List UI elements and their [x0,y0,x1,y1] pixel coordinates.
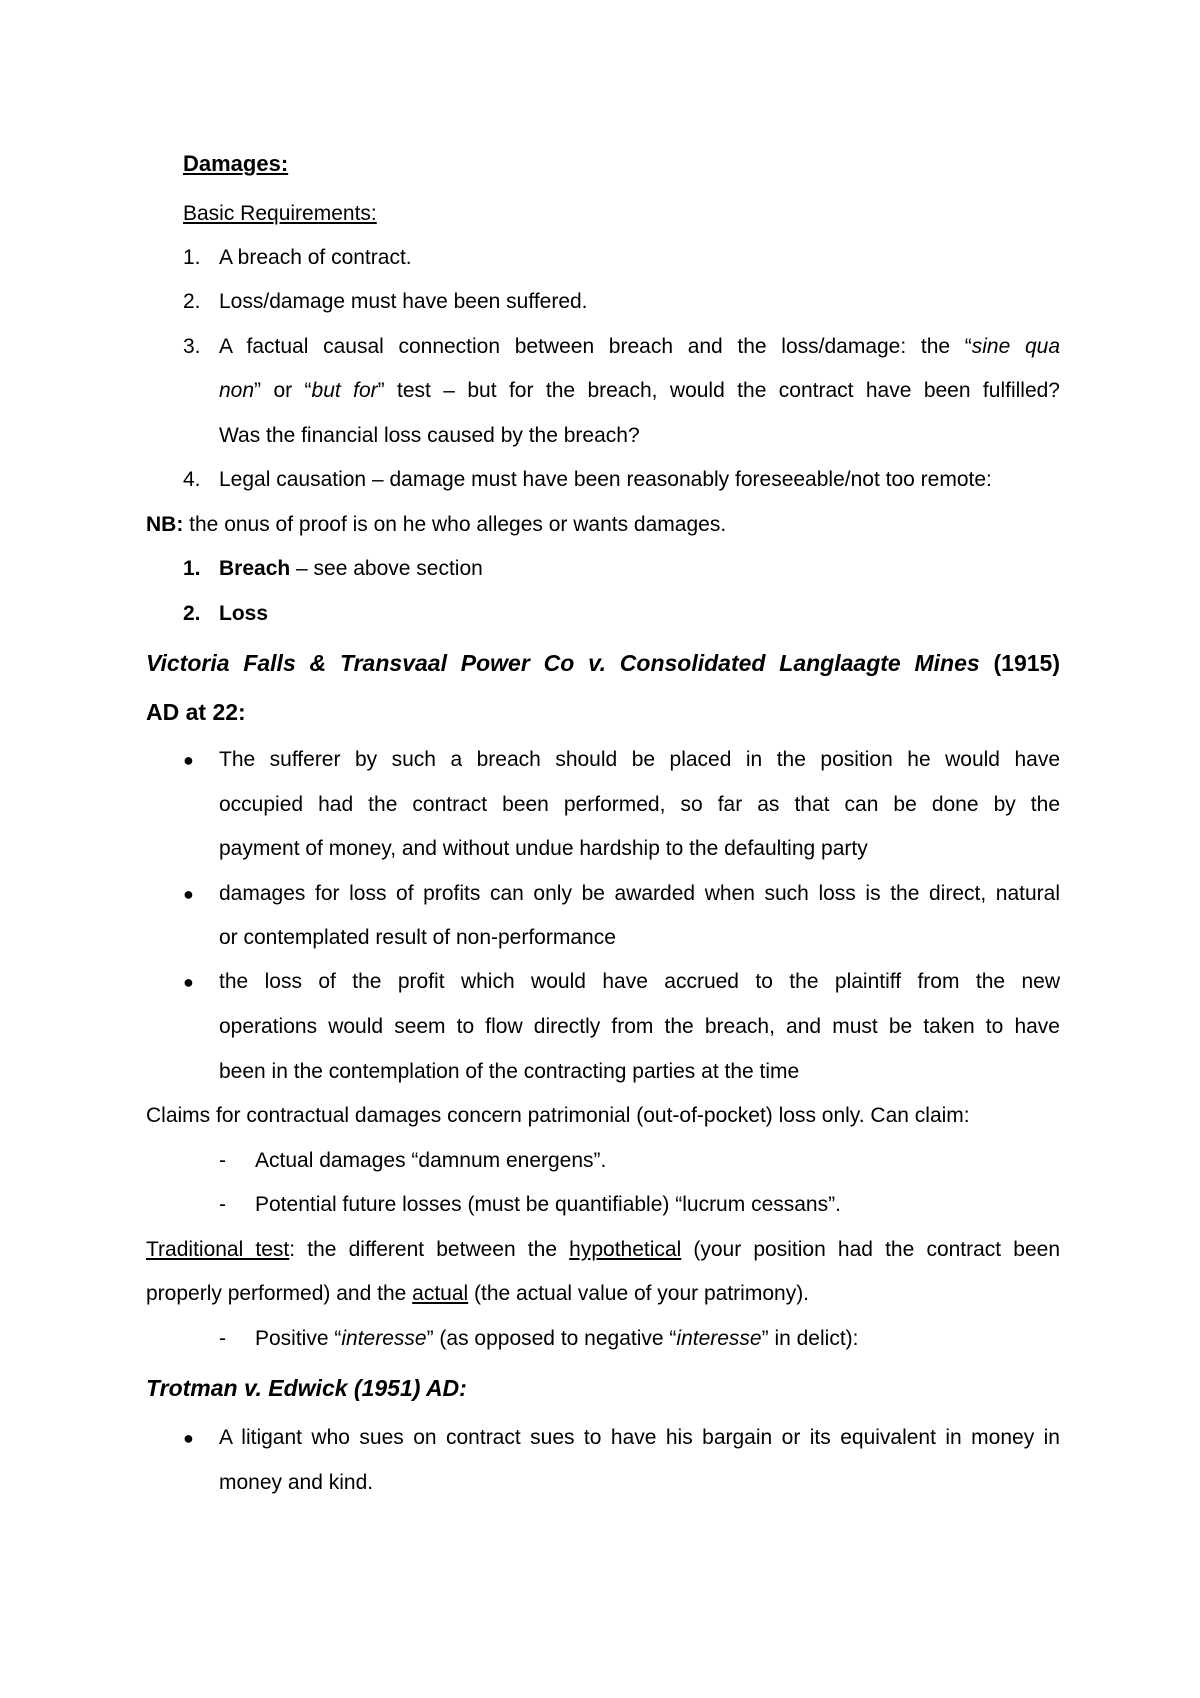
bullet-text: The sufferer by such a breach should be placed in the position he would have [219,748,1060,771]
traditional-test-continuation: properly performed) and the actual (the actual value of your patrimony). [146,1282,810,1305]
list-item: A breach of contract. [219,246,412,269]
bullet-icon: ● [183,972,194,992]
case-heading: Trotman v. Edwick (1951) AD: [146,1375,467,1401]
list-number: 1. [183,557,201,580]
list-item-continuation: Was the financial loss caused by the breach? [219,424,640,447]
bullet-text: operations would seem to flow directly from the breach, and must be taken to have [219,1015,1060,1038]
page-title: Damages: [183,151,289,176]
list-item: Breach – see above section [219,557,483,580]
bullet-icon: ● [183,1428,194,1448]
bullet-text: occupied had the contract been performed, so far as that can be done by the [219,793,1060,816]
bullet-text: damages for loss of profits can only be awarded when such loss is the direct, natural [219,882,1060,905]
bullet-text: money and kind. [219,1471,374,1494]
list-number: 1. [183,246,201,269]
nb-note: NB: the onus of proof is on he who alleges or wants damages. [146,513,727,536]
list-item: A factual causal connection between breach and the loss/damage: the “sine qua [219,335,1060,358]
list-item: Legal causation – damage must have been reasonably foreseeable/not too remote: [219,468,992,491]
list-number: 2. [183,602,201,625]
case-citation: AD at 22: [146,699,246,725]
bullet-text: the loss of the profit which would have accrued to the plaintiff from the new [219,970,1060,993]
dash-marker: - [219,1193,226,1216]
bullet-text: been in the contemplation of the contracting parties at the time [219,1060,800,1083]
bullet-text: or contemplated result of non-performance [219,926,616,949]
list-item: Loss [219,602,269,625]
interesse-item: Positive “interesse” (as opposed to negative “interesse” in delict): [255,1327,859,1350]
list-number: 3. [183,335,201,358]
claim-item: Potential future losses (must be quantifiable) “lucrum cessans”. [255,1193,841,1216]
list-number: 2. [183,290,201,313]
bullet-text: A litigant who sues on contract sues to have his bargain or its equivalent in money in [219,1426,1060,1449]
claim-item: Actual damages “damnum energens”. [255,1149,607,1172]
list-item-continuation: non” or “but for” test – but for the breach, would the contract have been fulfilled? [219,379,1060,402]
bullet-icon: ● [183,750,194,770]
section-subtitle: Basic Requirements: [183,202,377,225]
traditional-test: Traditional test: the different between the hypothetical (your position had the contract been [146,1238,1061,1261]
dash-marker: - [219,1327,226,1350]
list-item: Loss/damage must have been suffered. [219,290,588,313]
bullet-text: payment of money, and without undue hardship to the defaulting party [219,837,868,860]
bullet-icon: ● [183,884,194,904]
claims-intro: Claims for contractual damages concern patrimonial (out-of-pocket) loss only. Can claim: [146,1104,970,1127]
dash-marker: - [219,1149,226,1172]
list-number: 4. [183,468,201,491]
case-heading: Victoria Falls & Transvaal Power Co v. Consolidated Langlaagte Mines (1915) [146,650,1061,676]
